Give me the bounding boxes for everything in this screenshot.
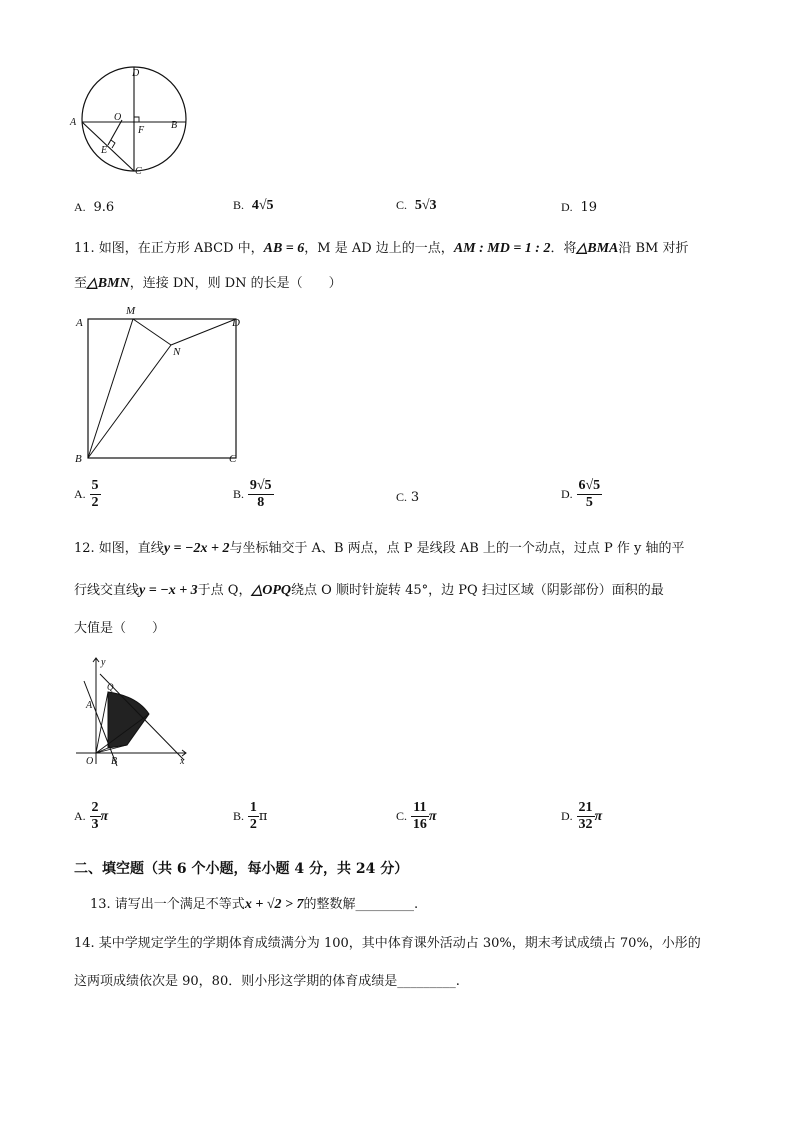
q11-math-bmn: △BMN bbox=[87, 276, 130, 291]
fraction-numerator: 21 bbox=[578, 800, 593, 815]
pi-symbol: π bbox=[428, 809, 437, 824]
option-fraction bbox=[90, 800, 101, 833]
segment-mn bbox=[133, 319, 171, 345]
q12-option-c[interactable] bbox=[396, 800, 437, 833]
fig-label-c: C bbox=[229, 453, 237, 465]
option-label: B. bbox=[233, 809, 245, 823]
fraction-numerator: 1 bbox=[249, 800, 257, 815]
fraction-numerator: 9√5 bbox=[249, 478, 272, 493]
q10-circle-figure bbox=[64, 64, 194, 179]
q13-line bbox=[90, 896, 418, 914]
option-label: C. bbox=[396, 198, 408, 212]
option-fraction bbox=[577, 478, 603, 511]
q10-option-c[interactable] bbox=[396, 198, 437, 214]
option-label: A. bbox=[74, 200, 86, 214]
option-label: A. bbox=[74, 487, 86, 501]
fig-label-a: A bbox=[76, 317, 83, 329]
q12-text: 12. 如图，直线 bbox=[74, 541, 164, 556]
option-label: C. bbox=[396, 809, 408, 823]
q12-option-a[interactable] bbox=[74, 800, 108, 833]
q11-text: 11. 如图，在正方形 ABCD 中， bbox=[74, 241, 264, 256]
fraction-numerator: 6√5 bbox=[578, 478, 601, 493]
q10-option-d[interactable] bbox=[561, 200, 597, 215]
fraction-numerator: 11 bbox=[411, 800, 429, 817]
fraction-denominator: 8 bbox=[257, 495, 265, 510]
option-value: 4√5 bbox=[251, 198, 274, 213]
fraction-denominator: 3 bbox=[91, 817, 99, 832]
q14-line1: 14. 某中学规定学生的学期体育成绩满分为 100，其中体育课外活动占 30%，期末考试成绩占 70%，小彤的 bbox=[74, 936, 701, 951]
fraction-denominator: 2 bbox=[91, 495, 99, 510]
fig-label-x: x bbox=[180, 756, 185, 767]
fraction-denominator: 32 bbox=[578, 817, 593, 832]
fig-label-d: D bbox=[132, 68, 140, 79]
option-label: D. bbox=[561, 809, 573, 823]
option-fraction bbox=[411, 800, 429, 833]
q10-option-b[interactable] bbox=[233, 198, 274, 214]
fraction-numerator: 2 bbox=[91, 800, 99, 815]
q11-text: 沿 BM 对折 bbox=[618, 241, 689, 256]
fig-label-m: M bbox=[126, 305, 136, 317]
q12-coordinate-figure bbox=[72, 652, 197, 770]
q12-text: 于点 Q， bbox=[197, 583, 252, 598]
fig-label-e: E bbox=[101, 145, 108, 156]
q13-text: 13. 请写出一个满足不等式 bbox=[90, 897, 245, 912]
right-angle-f bbox=[134, 117, 139, 122]
q11-text: ．将 bbox=[550, 241, 577, 256]
option-value: 3 bbox=[410, 490, 420, 505]
q12-option-d[interactable] bbox=[561, 800, 602, 833]
q12-text: 绕点 O 顺时针旋转 45°，边 PQ 扫过区域（阴影部份）面积的最 bbox=[291, 583, 664, 598]
q12-text: 行线交直线 bbox=[74, 583, 140, 598]
q13-math-inequality: x + √2 > 7 bbox=[244, 897, 304, 912]
option-label: B. bbox=[233, 487, 245, 501]
segment-bm bbox=[88, 319, 133, 458]
segment-bn bbox=[88, 345, 171, 458]
fig-label-c: C bbox=[135, 166, 142, 177]
section-heading: 二、填空题（共 6 个小题，每小题 4 分，共 24 分） bbox=[74, 861, 409, 877]
fig-label-a: A bbox=[86, 700, 93, 711]
option-label: D. bbox=[561, 487, 573, 501]
option-fraction bbox=[248, 478, 274, 511]
pi-symbol: π bbox=[100, 809, 109, 824]
q11-math-ab: AB = 6 bbox=[263, 241, 305, 256]
segment-oe bbox=[108, 120, 122, 145]
fraction-numerator: 5 bbox=[91, 478, 99, 493]
option-label: A. bbox=[74, 809, 86, 823]
pi-symbol: π bbox=[594, 809, 603, 824]
q11-text: ，M 是 AD 边上的一点， bbox=[304, 241, 454, 256]
option-label: B. bbox=[233, 198, 245, 212]
q12-line3 bbox=[74, 620, 165, 638]
q11-option-d[interactable] bbox=[561, 478, 602, 511]
option-label: D. bbox=[561, 200, 573, 214]
q11-text: ，连接 DN，则 DN 的长是（ ） bbox=[129, 276, 342, 291]
fig-label-q: Q bbox=[107, 682, 114, 692]
q11-option-b[interactable] bbox=[233, 478, 274, 511]
option-fraction bbox=[248, 800, 259, 833]
q11-math-ratio: AM : MD = 1 : 2 bbox=[453, 241, 551, 256]
fig-label-b: B bbox=[171, 120, 178, 131]
q11-text: 至 bbox=[74, 276, 88, 291]
fraction-denominator: 5 bbox=[585, 495, 593, 510]
q12-math-opq: △OPQ bbox=[251, 583, 292, 598]
fraction-denominator: 16 bbox=[412, 817, 427, 832]
q12-text: 与坐标轴交于 A、B 两点，点 P 是线段 AB 上的一个动点，过点 P 作 y 轴的平 bbox=[229, 541, 685, 556]
segment-oq bbox=[96, 692, 108, 753]
q13-text: 的整数解_________. bbox=[303, 897, 419, 912]
fig-label-b: B bbox=[75, 453, 82, 465]
q12-option-b[interactable] bbox=[233, 800, 267, 833]
option-value: 19 bbox=[580, 200, 598, 215]
q12-math-line1: y = −2x + 2 bbox=[163, 541, 230, 556]
option-value: 9.6 bbox=[93, 200, 115, 215]
right-angle-e bbox=[111, 140, 115, 148]
fig-label-a: A bbox=[70, 117, 77, 128]
q11-option-c[interactable] bbox=[396, 490, 419, 505]
q12-math-line2: y = −x + 3 bbox=[139, 583, 198, 598]
fig-label-f: F bbox=[138, 125, 145, 136]
option-label: C. bbox=[396, 490, 408, 504]
q14-line2: 这两项成绩依次是 90，80．则小彤这学期的体育成绩是_________. bbox=[74, 974, 460, 989]
q12-text: 大值是（ ） bbox=[74, 621, 166, 636]
segment-dn bbox=[171, 319, 236, 345]
q10-option-a[interactable] bbox=[74, 200, 114, 215]
fig-label-o: O bbox=[86, 756, 94, 767]
q11-line1 bbox=[74, 240, 689, 258]
pi-symbol: π bbox=[258, 809, 268, 824]
option-fraction bbox=[90, 478, 101, 511]
q12-line1 bbox=[74, 540, 685, 558]
option-value: 5√3 bbox=[414, 198, 437, 213]
fig-label-d: D bbox=[232, 317, 240, 329]
q12-line2 bbox=[74, 582, 664, 600]
q11-line2 bbox=[74, 275, 342, 293]
fig-label-y: y bbox=[101, 657, 106, 668]
fig-label-n: N bbox=[173, 346, 181, 358]
q11-math-bma: △BMA bbox=[576, 241, 619, 256]
q11-option-a[interactable] bbox=[74, 478, 101, 511]
fraction-denominator: 2 bbox=[249, 817, 257, 832]
q11-square-figure bbox=[72, 302, 252, 467]
fig-label-b: B bbox=[111, 756, 118, 767]
option-fraction bbox=[577, 800, 595, 833]
fig-label-o: O bbox=[114, 112, 122, 123]
